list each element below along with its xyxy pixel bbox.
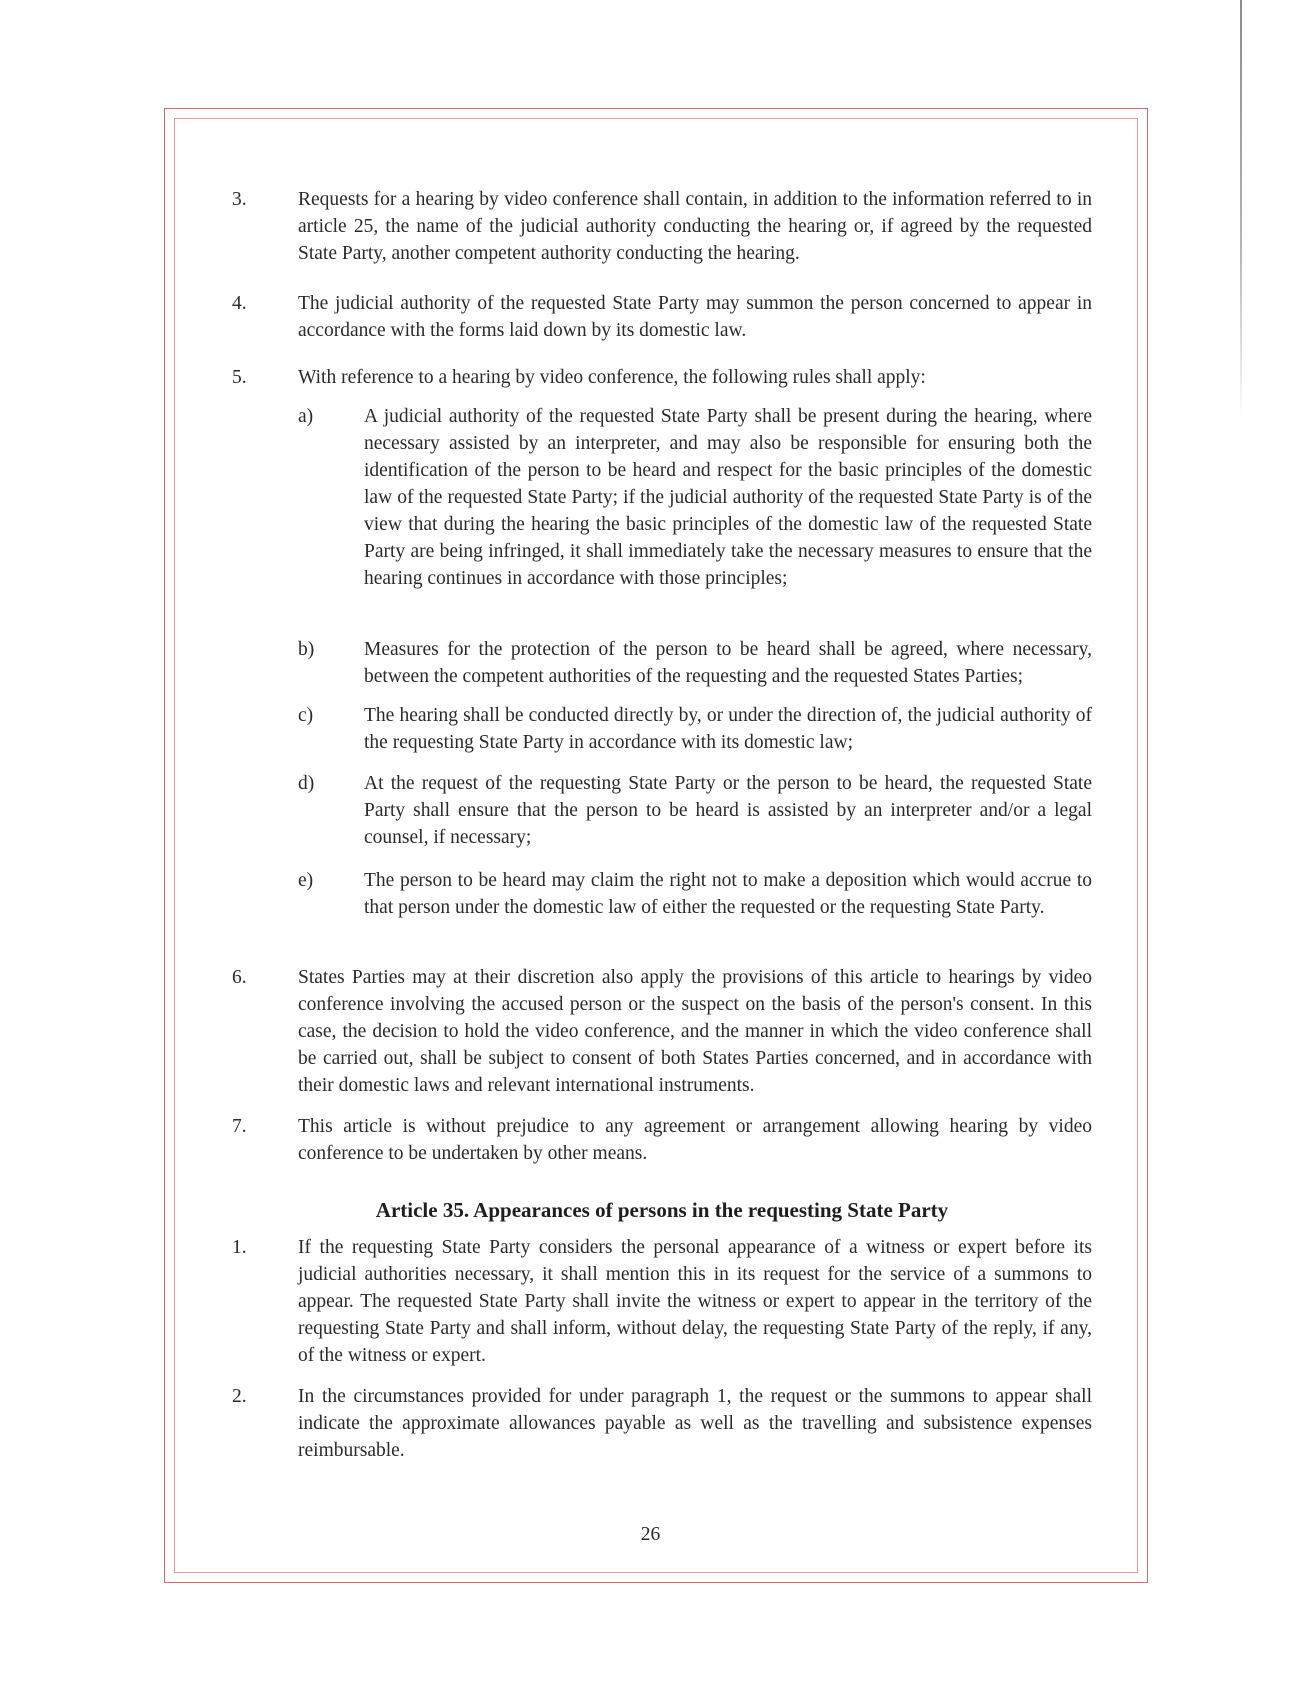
subparagraph-d <box>298 770 1092 851</box>
paragraph-text: Requests for a hearing by video conference shall contain, in addition to the information referred to in article 25, the name of the judicial authority conducting the hearing or, if agreed by the requested State Party, another competent authority conducting the hearing. <box>298 189 1092 264</box>
paragraph-number: 6. <box>232 967 247 988</box>
paragraph-text: If the requesting State Party considers the personal appearance of a witness or expert before its judicial authorities necessary, it shall mention this in its request for the service of a summons to appear. The requested State Party shall invite the witness or expert to appear in the territory of the requesting State Party and shall inform, without delay, the requesting State Party of the reply, if any, of the witness or expert. <box>298 1237 1092 1366</box>
subparagraph-letter: c) <box>298 705 314 726</box>
article-heading: Article 35. Appearances of persons in the requesting State Party <box>375 1198 949 1222</box>
paragraph-text: With reference to a hearing by video conference, the following rules shall apply: <box>298 367 926 388</box>
subparagraph-e <box>298 867 1092 921</box>
scan-edge-line <box>1240 0 1242 420</box>
subparagraph-text: The person to be heard may claim the right not to make a deposition which would accrue to that person under the domestic law of either the requested or the requesting State Party. <box>364 870 1092 918</box>
subparagraph-a <box>298 403 1092 592</box>
paragraph-number: 4. <box>232 293 247 314</box>
subparagraph-text: A judicial authority of the requested State Party shall be present during the hearing, where necessary assisted by an interpreter, and may also be responsible for ensuring both the identification of the person to be heard and respect for the basic principles of the domestic law of the requested State Party; if the judicial authority of the requested State Party is of the view that during the hearing the basic principles of the domestic law of the requested State Party are being infringed, it shall immediately take the necessary measures to ensure that the hearing continues in accordance with those principles; <box>364 406 1092 589</box>
paragraph-number: 1. <box>232 1237 247 1258</box>
article35-paragraph-1 <box>232 1234 1092 1369</box>
paragraph-text: The judicial authority of the requested State Party may summon the person concerned to appear in accordance with the forms laid down by its domestic law. <box>298 293 1092 341</box>
paragraph-6 <box>232 964 1092 1099</box>
subparagraph-letter: b) <box>298 639 315 660</box>
subparagraph-letter: d) <box>298 773 315 794</box>
paragraph-3 <box>232 186 1092 267</box>
paragraph-text: States Parties may at their discretion also apply the provisions of this article to hearings by video conference involving the accused person or the suspect on the basis of the person's consent. In this case, the decision to hold the video conference, and the manner in which the video conference shall be carried out, shall be subject to consent of both States Parties concerned, and in accordance with their domestic laws and relevant international instruments. <box>298 967 1092 1096</box>
subparagraph-text: Measures for the protection of the person to be heard shall be agreed, where necessary, between the competent authorities of the requesting and the requested States Parties; <box>364 639 1092 687</box>
subparagraph-text: At the request of the requesting State Party or the person to be heard, the requested State Party shall ensure that the person to be heard is assisted by an interpreter and/or a legal counsel, if necessary; <box>364 773 1092 848</box>
subparagraph-c <box>298 702 1092 756</box>
paragraph-number: 2. <box>232 1386 247 1407</box>
paragraph-number: 5. <box>232 367 247 388</box>
page-number: 26 <box>640 1524 661 1545</box>
paragraph-number: 3. <box>232 189 247 210</box>
paragraph-5 <box>232 364 1092 391</box>
paragraph-text: In the circumstances provided for under paragraph 1, the request or the summons to appear shall indicate the approximate allowances payable as well as the travelling and subsistence expenses reimbursable. <box>298 1386 1092 1461</box>
article35-paragraph-2 <box>232 1383 1092 1464</box>
paragraph-number: 7. <box>232 1116 247 1137</box>
paragraph-7 <box>232 1113 1092 1167</box>
subparagraph-b <box>298 636 1092 690</box>
paragraph-4 <box>232 290 1092 344</box>
subparagraph-text: The hearing shall be conducted directly by, or under the direction of, the judicial authority of the requesting State Party in accordance with its domestic law; <box>364 705 1092 753</box>
paragraph-text: This article is without prejudice to any agreement or arrangement allowing hearing by video conference to be undertaken by other means. <box>298 1116 1092 1164</box>
subparagraph-letter: a) <box>298 406 314 427</box>
subparagraph-letter: e) <box>298 870 314 891</box>
